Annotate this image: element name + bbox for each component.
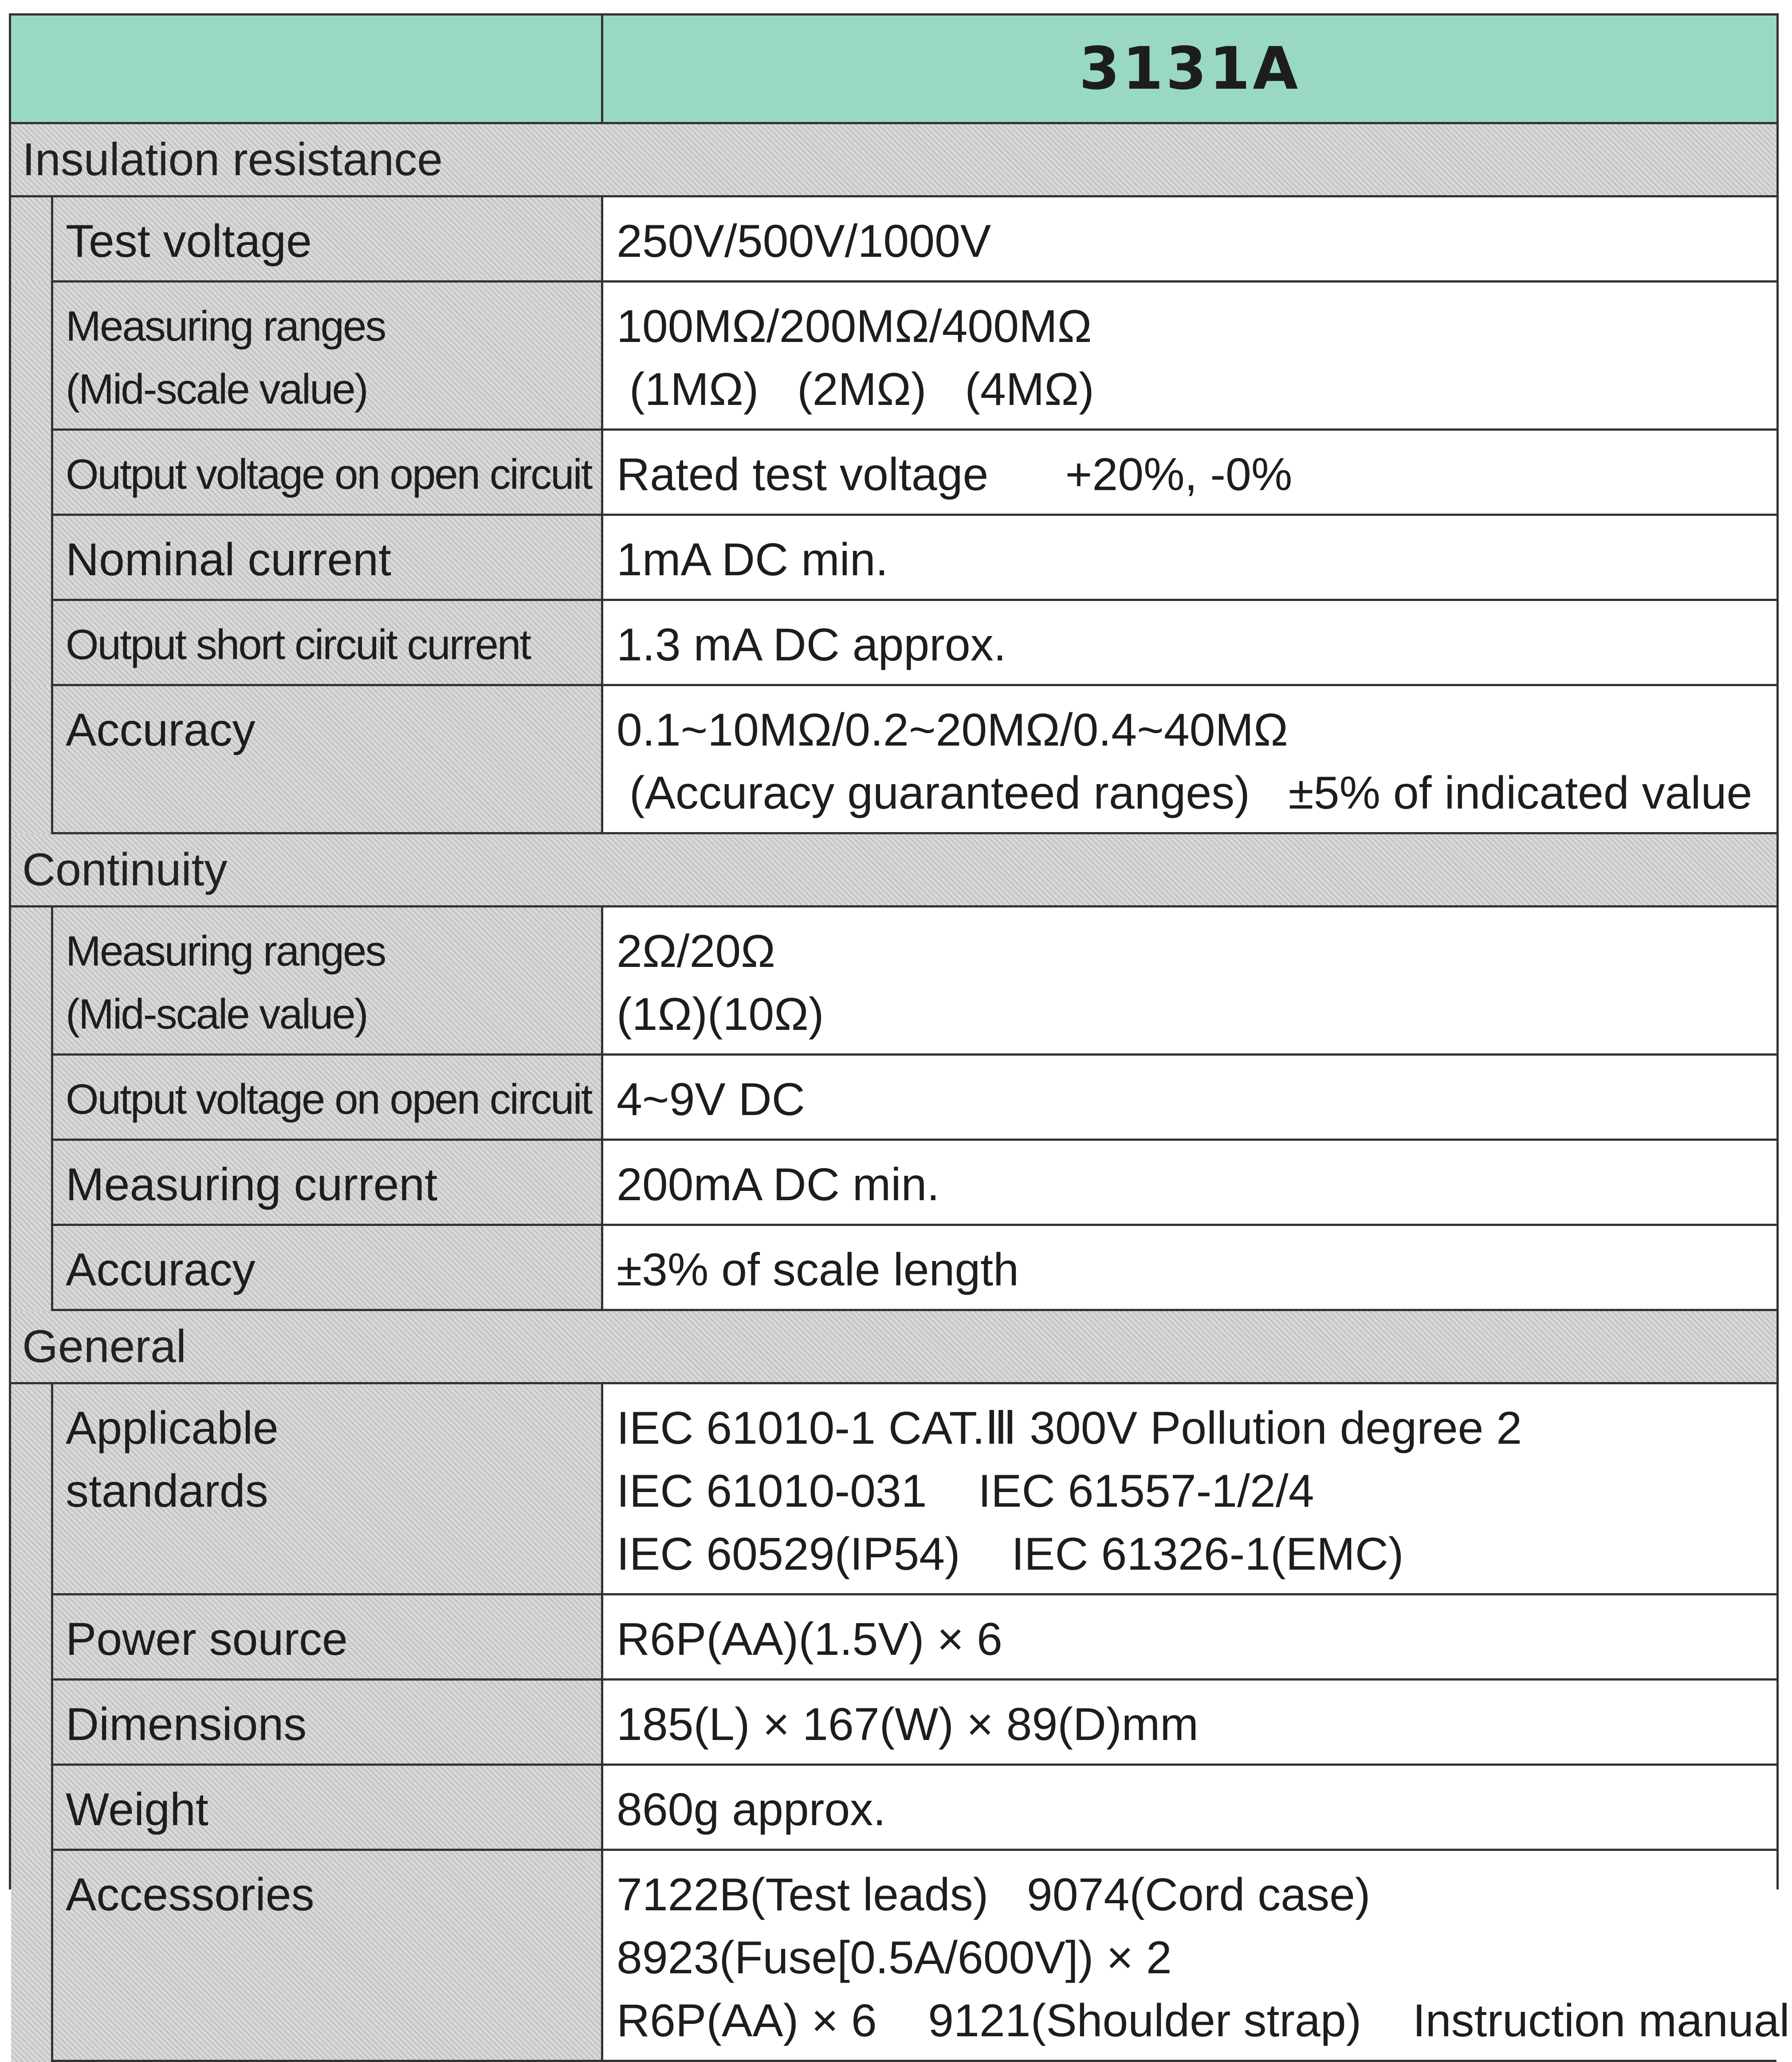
spec-label: Power source <box>53 1595 603 1681</box>
spec-value <box>603 1681 1776 1766</box>
spec-value-line: Rated test voltage +20%, -0% <box>617 449 1293 500</box>
spec-row <box>11 283 1776 431</box>
spec-row <box>11 1141 1776 1226</box>
spec-label: Dimensions <box>53 1681 603 1766</box>
spec-label: Measuring ranges (Mid-scale value) <box>53 907 603 1056</box>
spec-label: Weight <box>53 1766 603 1851</box>
spec-value-line: R6P(AA) × 6 9121(Shoulder strap) Instruction manual <box>617 1995 1790 2046</box>
spec-row <box>11 1384 1776 1595</box>
spec-label: Measuring current <box>53 1141 603 1226</box>
spec-row <box>11 1595 1776 1681</box>
spec-value-line: 250V/500V/1000V <box>617 216 991 267</box>
spec-value-line: 2Ω/20Ω <box>617 926 775 977</box>
row-indent <box>11 516 53 601</box>
header-blank-cell <box>11 16 603 122</box>
spec-value <box>603 601 1776 686</box>
row-indent <box>11 1226 53 1311</box>
spec-row <box>11 1766 1776 1851</box>
row-indent <box>11 197 53 283</box>
spec-table <box>9 13 1790 2046</box>
spec-value-line: IEC 61010-1 CAT.Ⅲ 300V Pollution degree 2 <box>617 1402 1522 1454</box>
row-indent <box>11 1141 53 1226</box>
spec-value-line: 860g approx. <box>617 1784 886 1835</box>
row-indent <box>11 1681 53 1766</box>
spec-value <box>603 1056 1776 1141</box>
spec-value <box>603 1851 1790 2062</box>
row-indent <box>11 601 53 686</box>
row-indent <box>11 907 53 1056</box>
spec-value <box>603 1766 1776 1851</box>
spec-row <box>11 1851 1790 2062</box>
row-indent <box>11 1766 53 1851</box>
spec-label: Test voltage <box>53 197 603 283</box>
spec-row <box>11 1681 1776 1766</box>
row-indent <box>11 686 53 834</box>
spec-value-line: 185(L) × 167(W) × 89(D)mm <box>617 1699 1199 1750</box>
section-title: Insulation resistance <box>11 124 1776 197</box>
spec-value-line: 1mA DC min. <box>617 534 888 585</box>
spec-row <box>11 601 1776 686</box>
spec-value-line: (1MΩ) (2MΩ) (4MΩ) <box>617 364 1094 415</box>
spec-label: Measuring ranges (Mid-scale value) <box>53 283 603 431</box>
spec-value <box>603 1595 1776 1681</box>
spec-label: Output short circuit current <box>53 601 603 686</box>
spec-value <box>603 1226 1776 1311</box>
spec-value-line: (1Ω)(10Ω) <box>617 989 824 1040</box>
row-indent <box>11 1595 53 1681</box>
spec-value-line: 4~9V DC <box>617 1074 805 1125</box>
spec-label: Applicable standards <box>53 1384 603 1595</box>
model-name: 3131A <box>1079 35 1301 103</box>
spec-row <box>11 1226 1776 1311</box>
spec-label: Output voltage on open circuit <box>53 1056 603 1141</box>
spec-label: Accessories <box>53 1851 603 2062</box>
spec-value <box>603 431 1776 516</box>
spec-label: Nominal current <box>53 516 603 601</box>
spec-row <box>11 431 1776 516</box>
spec-label: Output voltage on open circuit <box>53 431 603 516</box>
spec-value <box>603 197 1776 283</box>
spec-value <box>603 516 1776 601</box>
spec-row <box>11 1056 1776 1141</box>
spec-value-line: IEC 60529(IP54) IEC 61326-1(EMC) <box>617 1528 1404 1580</box>
row-indent <box>11 1056 53 1141</box>
spec-row <box>11 516 1776 601</box>
row-indent <box>11 283 53 431</box>
section-title: Continuity <box>11 834 1776 907</box>
spec-label: Accuracy <box>53 686 603 834</box>
spec-row <box>11 907 1776 1056</box>
spec-value <box>603 283 1776 431</box>
spec-value-line: 200mA DC min. <box>617 1159 940 1210</box>
table-header <box>11 16 1776 124</box>
spec-value-line: ±3% of scale length <box>617 1244 1019 1296</box>
spec-value-line: 7122B(Test leads) 9074(Cord case) <box>617 1869 1371 1921</box>
spec-value-line: 100MΩ/200MΩ/400MΩ <box>617 301 1092 352</box>
spec-value-line: 8923(Fuse[0.5A/600V]) × 2 <box>617 1932 1172 1983</box>
spec-label: Accuracy <box>53 1226 603 1311</box>
spec-value-line: (Accuracy guaranteed ranges) ±5% of indicated value <box>617 767 1753 819</box>
spec-value <box>603 907 1776 1056</box>
spec-value-line: IEC 61010-031 IEC 61557-1/2/4 <box>617 1465 1314 1517</box>
spec-row <box>11 197 1776 283</box>
spec-row <box>11 686 1776 834</box>
spec-value-line: 1.3 mA DC approx. <box>617 619 1006 671</box>
row-indent <box>11 1384 53 1595</box>
spec-value <box>603 1384 1776 1595</box>
row-indent <box>11 431 53 516</box>
spec-value <box>603 686 1776 834</box>
section-title: General <box>11 1311 1776 1384</box>
spec-value-line: 0.1~10MΩ/0.2~20MΩ/0.4~40MΩ <box>617 704 1288 756</box>
spec-value-line: R6P(AA)(1.5V) × 6 <box>617 1614 1002 1665</box>
spec-value <box>603 1141 1776 1226</box>
row-indent <box>11 1851 53 2062</box>
